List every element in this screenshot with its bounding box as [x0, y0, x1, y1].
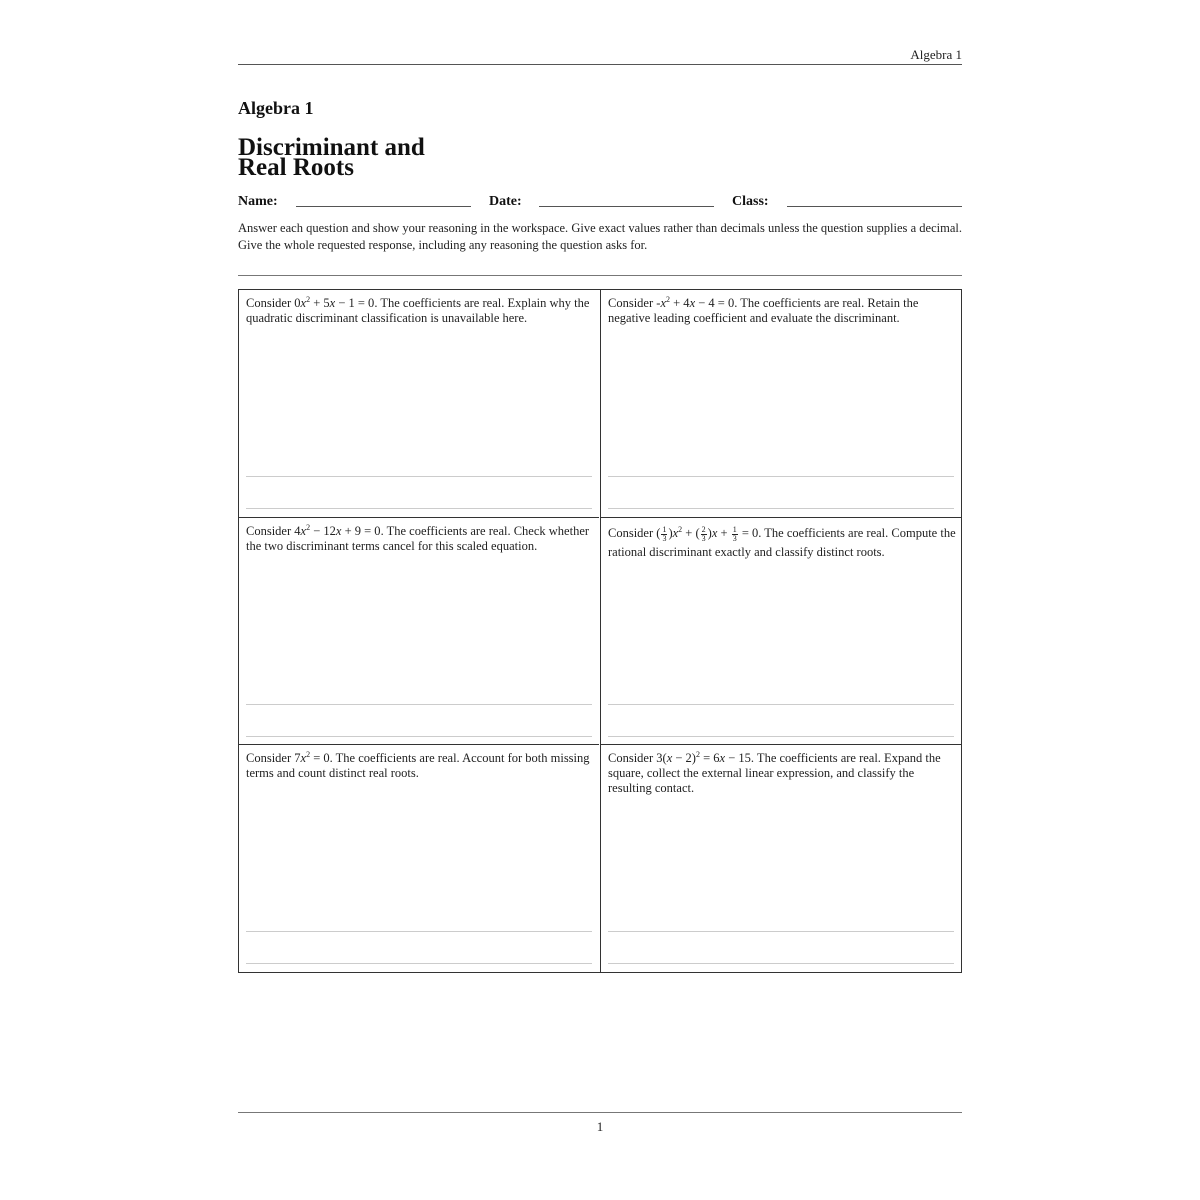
answer-line[interactable]	[608, 476, 954, 477]
answer-line[interactable]	[608, 704, 954, 705]
answer-line[interactable]	[246, 931, 592, 932]
question-cell-4[interactable]	[600, 517, 961, 744]
answer-line[interactable]	[246, 963, 592, 964]
worksheet-title	[238, 134, 538, 181]
course-name: Algebra 1	[238, 98, 314, 118]
question-prompt-5: Consider $7x^2 = 0$. The coefficients are real. Account for both missing terms and count distinct real roots.	[246, 749, 590, 780]
header-rule	[238, 64, 962, 65]
question-cell-6[interactable]	[600, 744, 961, 972]
instructions: Answer each question and show your reasoning in the workspace. Give exact values rather than decimals unless the question supplies a decimal. Give the whole requested response, including any reasoning the question asks for.	[238, 221, 962, 252]
question-prompt-3: Consider $4x^2 - 12x + 9 = 0$. The coefficients are real. Check whether the two discriminant terms cancel for this scaled equation.	[246, 522, 590, 553]
answer-line[interactable]	[246, 704, 592, 705]
class-label: Class:	[732, 194, 769, 209]
worksheet-page	[238, 0, 962, 1200]
answer-line[interactable]	[246, 508, 592, 509]
answer-line[interactable]	[608, 963, 954, 964]
date-field[interactable]	[539, 206, 714, 207]
answer-line[interactable]	[608, 931, 954, 932]
title-line-1: Discriminant and	[238, 134, 425, 161]
question-cell-5[interactable]	[239, 744, 599, 972]
page-number: 1	[596, 1119, 604, 1134]
running-header: Algebra 1	[910, 47, 962, 62]
date-label: Date:	[489, 194, 522, 209]
question-prompt-2: Consider $-x^2 + 4x - 4 = 0$. The coefficients are real. Retain the negative leading coefficient and evaluate the discriminant.	[608, 294, 919, 325]
answer-line[interactable]	[608, 508, 954, 509]
answer-line[interactable]	[246, 476, 592, 477]
answer-line[interactable]	[608, 736, 954, 737]
student-info-fields	[238, 194, 962, 214]
answer-line[interactable]	[246, 736, 592, 737]
question-grid	[238, 289, 962, 973]
question-cell-2[interactable]	[600, 290, 961, 517]
name-label: Name:	[238, 194, 278, 209]
title-line-2: Real Roots	[238, 154, 354, 181]
question-prompt-4: Consider ( $\frac{1}{3}$ )$x^2$ + ( $\frac{2}{3}$ )x + $\frac{1}{3}$ = 0. The coefficients are real. Compute the rational discriminant exactly and classify distinct roots.	[608, 524, 956, 559]
footer-rule	[238, 1112, 962, 1113]
question-cell-1[interactable]	[239, 290, 599, 517]
class-field[interactable]	[787, 206, 962, 207]
name-field[interactable]	[296, 206, 471, 207]
section-rule	[238, 275, 962, 276]
question-prompt-1: Consider $0x^2 + 5x - 1 = 0$. The coefficients are real. Explain why the quadratic discriminant classification is unavailable here.	[246, 294, 590, 325]
question-prompt-6: Consider $3(x - 2)^2 = 6x - 15$. The coefficients are real. Expand the square, collect the external linear expression, and classify the resulting contact.	[608, 749, 941, 795]
question-cell-3[interactable]	[239, 517, 599, 744]
